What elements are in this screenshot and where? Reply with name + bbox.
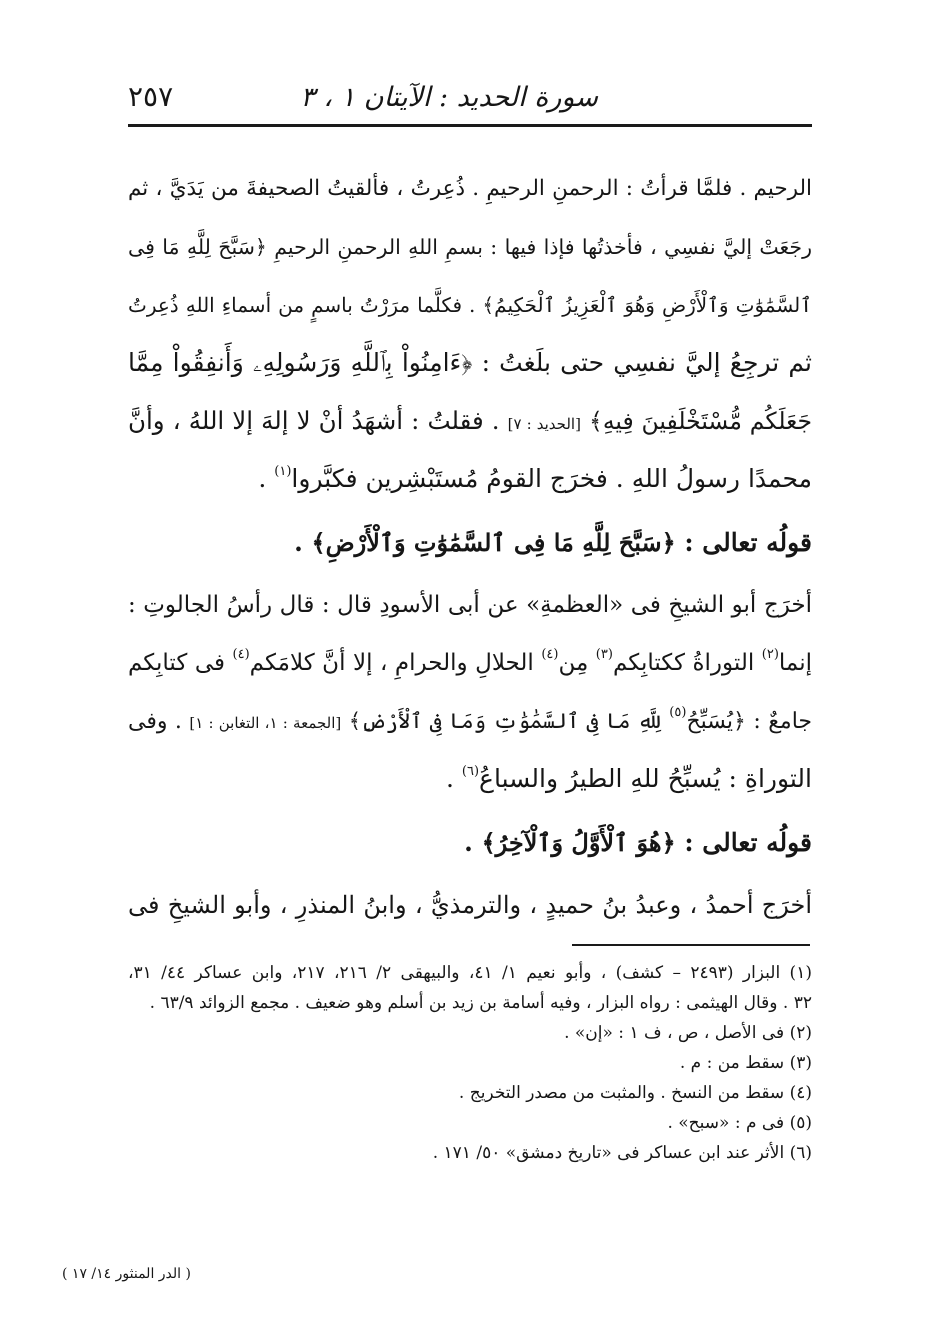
page-header	[128, 80, 812, 120]
footnote-marker: (٤)	[541, 647, 559, 662]
footnote: (١) البزار (٢٤٩٣ – كشف) ، وأبو نعيم ١/ ٤١، والبيهقى ٢/ ٢١٦، ٢١٧، وابن عساكر ٤٤/ ٣١،	[128, 963, 812, 983]
text-line: أخرَج أبو الشيخِ فى «العظمةِ» عن أبى الأسودِ قال : قال رأسُ الجالوتِ :	[128, 592, 812, 618]
footnote-marker: (٤)	[232, 647, 250, 662]
text-line: ٱلسَّمَٰوَٰتِ وَٱلْأَرْضِ وَهُوَ ٱلْعَزِيزُ ٱلْحَكِيمُ﴾ . فكلَّما مرَرْتُ باسمٍ من أسماءِ اللهِ ذُعِرتُ	[128, 293, 812, 317]
footnote: (٦) الأثر عند ابن عساكر فى «تاريخ دمشق» ٥٠/ ١٧١ .	[432, 1143, 812, 1163]
footnote: (٢) فى الأصل ، ص ، ف ١ : «إن» .	[564, 1023, 812, 1043]
quran-quote: لِلَّهِ مَا فِى ٱلسَّمَٰوَٰتِ وَمَا فِى ٱلْأَرْضِ﴾	[348, 709, 670, 733]
section-heading: قولُه تعالى : ﴿سَبَّحَ لِلَّهِ مَا فِى ٱلسَّمَٰوَٰتِ وَٱلْأَرْضِ﴾ .	[294, 528, 812, 557]
text-line: جَعَلَكُم مُّسْتَخْلَفِينَ فِيهِ﴾ [الحديد : ٧] . فقلتُ : أشهَدُ أنْ لا إلهَ إلا اللهُ ، وأنَّ	[128, 406, 812, 435]
running-head: سورة الحديد : الآيتان ١ ، ٣	[300, 82, 598, 113]
header-rule	[128, 124, 812, 127]
section-heading: قولُه تعالى : ﴿هُوَ ٱلْأَوَّلُ وَٱلْآخِرُ﴾ .	[464, 828, 812, 857]
quran-quote: ﴿سَبَّحَ لِلَّهِ مَا فِى ٱلسَّمَٰوَٰتِ وَٱلْأَرْضِ﴾	[311, 528, 676, 557]
text-line: التوراةِ : يُسبِّحُ للهِ الطيرُ والسباعُ$^{(٦)}$ .	[445, 764, 812, 793]
footnote: (٣) سقط من : م .	[679, 1053, 812, 1073]
footnotes	[128, 958, 812, 1168]
footnote-rule	[572, 944, 810, 946]
footnote-marker: (٦)	[461, 764, 480, 779]
quran-quote: ﴿هُوَ ٱلْأَوَّلُ وَٱلْآخِرُ﴾	[481, 828, 676, 857]
verse-reference: [الجمعة : ١، التغابن : ١]	[189, 714, 342, 732]
text-line: ثم ترجِعُ إليَّ نفسِي حتى بلَغتُ : ﴿ءَامِنُواْ بِٱللَّهِ وَرَسُولِهِۦ وَأَنفِقُواْ مِمَّا	[128, 348, 812, 377]
text-line: إنما$^{(٢)}$ التوراةُ ككتابِكم$^{(٣)}$ مِن$^{(٤)}$ الحلالِ والحرامِ ، إلا أنَّ كلامَكم$^{(٤)}$ فى كتابِكم	[128, 647, 812, 676]
volume-reference: ( الدر المنثور ١٤/ ١٧ )	[62, 1266, 191, 1282]
footnote: (٥) فى م : «سبح» .	[667, 1113, 812, 1133]
footnote-marker: (٣)	[595, 647, 613, 662]
footnote-marker: (١)	[274, 464, 292, 479]
footnote: ٣٢ . وقال الهيثمى : رواه البزار ، وفيه أسامة بن زيد بن أسلم وهو ضعيف . مجمع الزوائد ٦٣/٩ .	[149, 993, 812, 1013]
text-line: محمدًا رسولُ اللهِ . فخرَج القومُ مُستَبْشِرين فكبَّروا$^{(١)}$ .	[258, 464, 812, 493]
text-line: رجَعَتْ إليَّ نفسِي ، فأخذتُها فإذا فيها : بسمِ اللهِ الرحمنِ الرحيمِ ﴿سَبَّحَ لِلَّهِ مَا فِى	[128, 235, 812, 259]
quran-quote: جَعَلَكُم مُّسْتَخْلَفِينَ فِيهِ﴾	[589, 407, 812, 435]
verse-reference: [الحديد : ٧]	[507, 415, 581, 433]
text-line: جامعٌ : ﴿يُسَبِّحُ$^{(٥)}$ لِلَّهِ مَا فِى ٱلسَّمَٰوَٰتِ وَمَا فِى ٱلْأَرْضِ﴾ [الجمعة : ١، التغابن : ١] . وفى	[128, 705, 812, 734]
text-line: أخرَج أحمدُ ، وعبدُ بنُ حميدٍ ، والترمذيُّ ، وابنُ المنذرِ ، وأبو الشيخِ فى	[128, 891, 812, 919]
footnote: (٤) سقط من النسخ . والمثبت من مصدر التخريج .	[458, 1083, 812, 1103]
main-text	[128, 160, 812, 934]
text-line: الرحيم . فلمَّا قرأتُ : الرحمنِ الرحيمِ . ذُعِرتُ ، فألقيتُ الصحيفةَ من يَدَيَّ ، ثم	[128, 176, 812, 201]
footnote-marker: (٥)	[669, 705, 687, 720]
footnote-marker: (٢)	[761, 647, 779, 662]
page-number: ٢٥٧	[128, 80, 174, 113]
